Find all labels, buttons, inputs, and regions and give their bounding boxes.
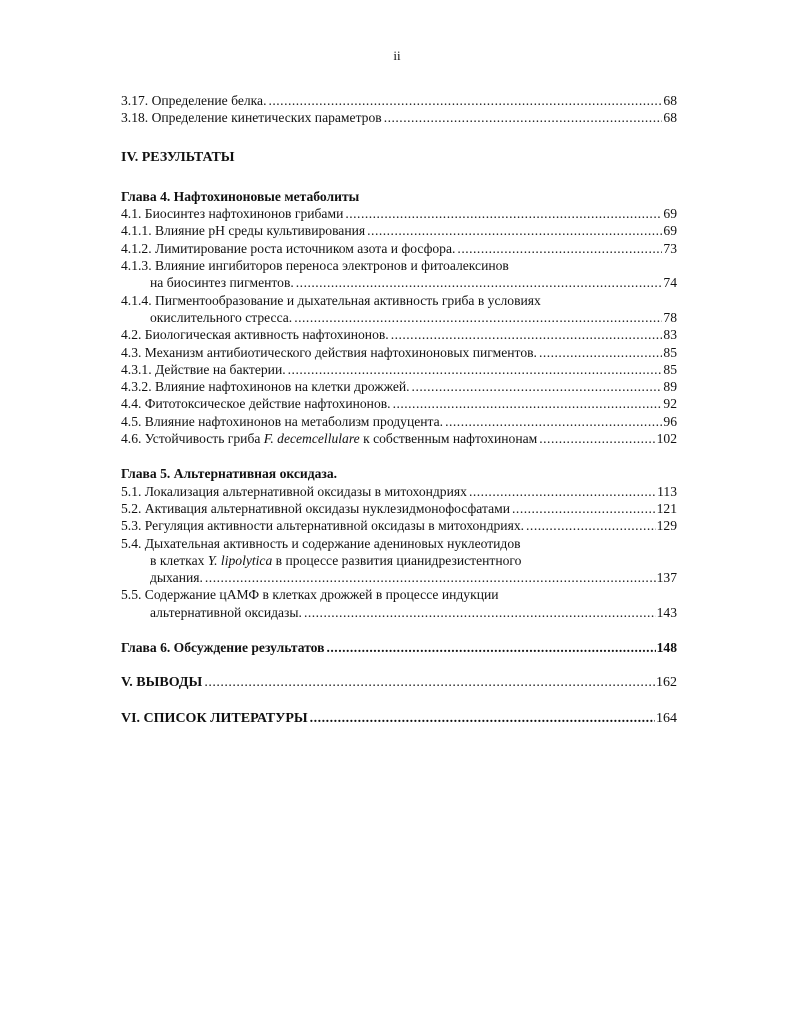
toc-entry-section-v[interactable] xyxy=(121,674,677,691)
dot-leader xyxy=(367,222,662,239)
toc-entry-title-part: 4.6. Устойчивость гриба xyxy=(121,431,264,447)
toc-entry-title: 4.3.2. Влияние нафтохинонов на клетки дрожжей. xyxy=(121,379,410,395)
dot-leader xyxy=(294,309,662,326)
toc-entry-page: 137 xyxy=(656,570,677,586)
dot-leader xyxy=(327,639,656,656)
dot-leader xyxy=(391,326,663,343)
toc-entry-page: 69 xyxy=(663,206,677,222)
toc-entry-section-vi[interactable] xyxy=(121,710,677,727)
toc-entry-chapter-6[interactable] xyxy=(121,639,677,656)
toc-entry-page: 85 xyxy=(663,361,677,377)
toc-entry-title: 3.17. Определение белка. xyxy=(121,93,267,108)
toc-entry-page: 129 xyxy=(656,518,677,534)
toc-entry-5-1[interactable] xyxy=(121,483,677,500)
toc-entry-page: 68 xyxy=(663,93,677,108)
toc-entry-5-4[interactable] xyxy=(121,569,677,586)
toc-entry-title-part: в процессе развития цианидрезистентного xyxy=(272,552,522,568)
dot-leader xyxy=(345,205,662,222)
toc-entry-title: Глава 6. Обсуждение результатов xyxy=(121,640,325,656)
dot-leader xyxy=(526,517,656,534)
toc-entry-page: 92 xyxy=(663,396,677,412)
toc-entry-page: 69 xyxy=(663,223,677,239)
toc-entry-4-1[interactable] xyxy=(121,205,677,222)
toc-entry-3-18[interactable] xyxy=(121,109,677,126)
toc-entry-page: 121 xyxy=(656,500,677,516)
dot-leader xyxy=(288,361,663,378)
dot-leader xyxy=(539,430,655,447)
toc-entry-title: на биосинтез пигментов. xyxy=(150,275,294,291)
toc-entry-4-1-4[interactable] xyxy=(121,309,677,326)
dot-leader xyxy=(205,569,656,586)
toc-entry-page: 74 xyxy=(663,275,677,291)
toc-entry-title: дыхания. xyxy=(150,570,203,586)
dot-leader xyxy=(384,109,663,126)
toc-entry-5-3[interactable] xyxy=(121,517,677,534)
dot-leader xyxy=(268,92,662,109)
chapter-4-heading[interactable]: Глава 4. Нафтохиноновые метаболиты xyxy=(121,188,360,204)
toc-entry-title-part: к собственным нафтохинонам xyxy=(359,431,538,447)
toc-entry-page: 143 xyxy=(656,604,677,620)
toc-entry-4-1-1[interactable] xyxy=(121,222,677,239)
toc-entry-page: 164 xyxy=(656,710,677,726)
toc-entry-5-5-line1[interactable]: 5.5. Содержание цАМФ в клетках дрожжей в процессе индукции xyxy=(121,587,499,603)
toc-entry-4-1-2[interactable] xyxy=(121,240,677,257)
toc-entry-title: 4.2. Биологическая активность нафтохинонов. xyxy=(121,327,389,343)
toc-entry-title: 4.5. Влияние нафтохинонов на метаболизм продуцента. xyxy=(121,413,444,429)
chapter-5-heading[interactable]: Глава 5. Альтернативная оксидаза. xyxy=(121,466,338,482)
toc-entry-4-2[interactable] xyxy=(121,326,677,343)
toc-entry-title: 5.2. Активация альтернативной оксидазы нуклезидмонофосфатами xyxy=(121,500,511,516)
page-number: ii xyxy=(393,48,401,63)
toc-entry-5-5[interactable] xyxy=(121,604,677,621)
toc-entry-title: альтернативной оксидазы. xyxy=(150,604,302,620)
section-iv-heading[interactable]: IV. РЕЗУЛЬТАТЫ xyxy=(121,149,235,165)
dot-leader xyxy=(457,240,662,257)
toc-entry-title: 4.1.2. Лимитирование роста источником азота и фосфора. xyxy=(121,240,456,256)
dot-leader xyxy=(296,274,663,291)
toc-entry-4-3[interactable] xyxy=(121,344,677,361)
species-name: F. decemcellulare xyxy=(263,431,360,447)
toc-entry-5-4-line1[interactable]: 5.4. Дыхательная активность и содержание адениновых нуклеотидов xyxy=(121,535,521,551)
toc-entry-title: 3.18. Определение кинетических параметров xyxy=(121,110,382,126)
toc-entry-title: окислительного стресса. xyxy=(150,309,293,325)
toc-entry-page: 162 xyxy=(656,675,677,691)
toc-entry-4-5[interactable] xyxy=(121,413,677,430)
toc-entry-title: 4.3.1. Действие на бактерии. xyxy=(121,361,286,377)
toc-entry-page: 73 xyxy=(663,240,677,256)
toc-entry-title: 5.1. Локализация альтернативной оксидазы в митохондриях xyxy=(121,483,467,499)
toc-entry-4-4[interactable] xyxy=(121,395,677,412)
dot-leader xyxy=(304,604,656,621)
toc-entry-title: 5.3. Регуляция активности альтернативной оксидазы в митохондриях. xyxy=(121,518,525,534)
dot-leader xyxy=(469,483,656,500)
dot-leader xyxy=(445,413,662,430)
toc-entry-5-2[interactable] xyxy=(121,500,677,517)
toc-entry-page: 85 xyxy=(663,344,677,360)
dot-leader xyxy=(204,674,655,691)
toc-entry-page: 68 xyxy=(663,110,677,126)
toc-entry-page: 83 xyxy=(663,327,677,343)
toc-entry-title: 4.1.1. Влияние pH среды культивирования xyxy=(121,223,366,239)
toc-entry-page: 113 xyxy=(657,483,677,499)
toc-entry-title: V. ВЫВОДЫ xyxy=(121,675,203,691)
toc-entry-title: 4.1. Биосинтез нафтохинонов грибами xyxy=(121,206,344,222)
toc-entry-3-17[interactable] xyxy=(121,92,677,109)
toc-entry-4-1-3-line1[interactable]: 4.1.3. Влияние ингибиторов переноса электронов и фитоалексинов xyxy=(121,258,509,274)
toc-entry-4-6[interactable] xyxy=(121,430,677,447)
dot-leader xyxy=(412,378,663,395)
toc-entry-page: 96 xyxy=(663,413,677,429)
toc-entry-title: 4.4. Фитотоксическое действие нафтохинонов. xyxy=(121,396,391,412)
dot-leader xyxy=(310,710,655,727)
toc-entry-4-3-2[interactable] xyxy=(121,378,677,395)
toc-entry-4-1-3[interactable] xyxy=(121,274,677,291)
dot-leader xyxy=(393,395,663,412)
toc-entry-title-part: в клетках xyxy=(150,552,208,568)
dot-leader xyxy=(539,344,662,361)
toc-entry-title: VI. СПИСОК ЛИТЕРАТУРЫ xyxy=(121,710,308,726)
toc-entry-4-3-1[interactable] xyxy=(121,361,677,378)
toc-entry-page: 148 xyxy=(656,640,677,656)
toc-entry-title: 4.3. Механизм антибиотического действия нафтохиноновых пигментов. xyxy=(121,344,537,360)
toc-entry-5-4-line2 xyxy=(121,552,677,569)
toc-entry-page: 89 xyxy=(663,379,677,395)
toc-entry-title xyxy=(121,430,537,447)
toc-entry-page: 102 xyxy=(656,431,677,447)
toc-entry-page: 78 xyxy=(663,309,677,325)
dot-leader xyxy=(512,500,656,517)
species-name: Y. lipolytica xyxy=(207,552,273,568)
toc-entry-4-1-4-line1[interactable]: 4.1.4. Пигментообразование и дыхательная активность гриба в условиях xyxy=(121,292,541,308)
table-of-contents xyxy=(121,92,677,727)
